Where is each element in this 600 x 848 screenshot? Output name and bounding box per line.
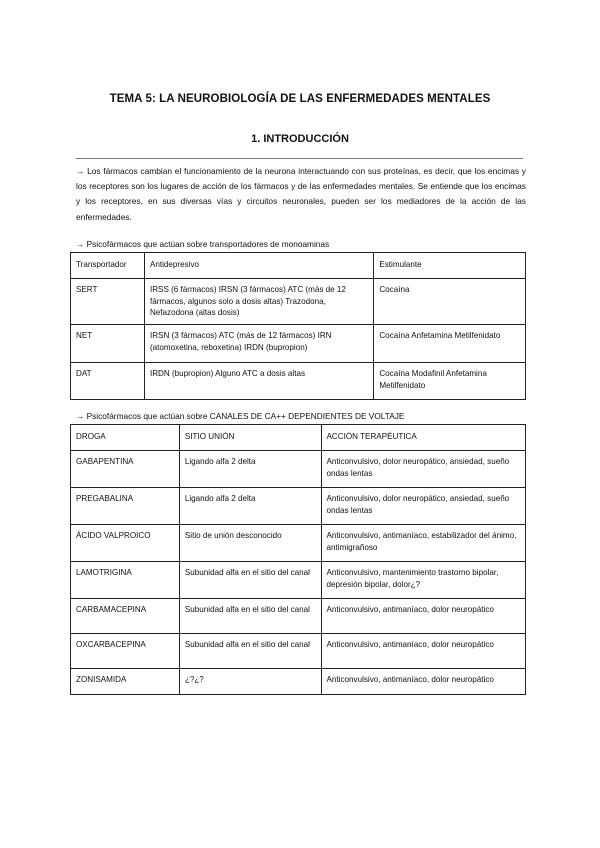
table-cell: CARBAMACEPINA [71,599,180,634]
intro-paragraph: → Los fármacos cambian el funcionamiento de la neurona interactuando con sus proteínas, es decir, que los encimas y los receptores son los lugares de acción de los fármacos y de las enfermedades mentales. Se entiende que los encimas y los receptores, en sus diversas vías y circuitos neuronales, pueden ser los mediadores de la acción de las enfermedades. [76,166,526,222]
table-cell: ¿?¿? [179,669,321,695]
header-cell: Estimulante [374,253,526,279]
header-cell: ACCIÓN TERAPÉUTICA [321,425,525,451]
table-cell: Anticonvulsivo, dolor neuropático, ansiedad, sueño ondas lentas [321,488,525,525]
table-row [71,562,526,599]
table-cell: Subunidad alfa en el sitio del canal [179,634,321,669]
table-cell: PREGABALINA [71,488,180,525]
table-cell: IRSN (3 fármacos) ATC (más de 12 fármacos) IRN (atomoxetina, reboxetina) IRDN (bupropion) [144,325,373,363]
table-cell: IRSS (6 fármacos) IRSN (3 fármacos) ATC (más de 12 fármacos, algunos solo a dosis altas) Trazodona, Nefazodona (altas dosis) [144,279,373,325]
table-header-row [71,425,526,451]
table-cell: GABAPENTINA [71,451,180,488]
table-cell: Anticonvulsivo, mantenimiento trastorno bipolar, depresión bipolar, dolor¿? [321,562,525,599]
table-cell: OXCARBACEPINA [71,634,180,669]
calcium-channels-table [70,424,526,695]
table-row [71,634,526,669]
header-cell: SITIO UNIÓN [179,425,321,451]
table-cell: Subunidad alfa en el sitio del canal [179,599,321,634]
monoamine-transporters-table [70,252,526,400]
table-cell: NET [71,325,145,363]
table-cell: Cocaína Modafinil Anfetamina Metilfenidato [374,363,526,400]
table1-caption: → Psicofármacos que actúan sobre transportadores de monoaminas [76,239,330,249]
header-cell: Transportador [71,253,145,279]
table-row [71,325,526,363]
table-cell: Ligando alfa 2 delta [179,488,321,525]
table-cell: IRDN (bupropion) Alguno ATC a dosis altas [144,363,373,400]
table-row [71,669,526,695]
table-header-row [71,253,526,279]
table-cell: Anticonvulsivo, dolor neuropático, ansiedad, sueño ondas lentas [321,451,525,488]
table-cell: DAT [71,363,145,400]
header-cell: Antidepresivo [144,253,373,279]
section-title: 1. INTRODUCCIÓN [251,133,349,145]
table-cell: Cocaína [374,279,526,325]
table-cell: Anticonvulsivo, antimaníaco, dolor neuropático [321,669,525,695]
table-cell: Anticonvulsivo, antimaníaco, estabilizador del ánimo, antimigrañoso [321,525,525,562]
table-row [71,451,526,488]
header-cell: DROGA [71,425,180,451]
table-cell: LAMOTRIGINA [71,562,180,599]
table-row [71,279,526,325]
table-cell: Ligando alfa 2 delta [179,451,321,488]
table-row [71,599,526,634]
table-row [71,488,526,525]
table-row [71,363,526,400]
page-title: TEMA 5: LA NEUROBIOLOGÍA DE LAS ENFERMEDADES MENTALES [109,93,491,105]
table2-caption: → Psicofármacos que actúan sobre CANALES DE CA++ DEPENDIENTES DE VOLTAJE [76,411,405,421]
table-cell: Cocaína Anfetamina Metilfenidato [374,325,526,363]
divider [76,158,523,159]
table-cell: ÁCIDO VALPROICO [71,525,180,562]
table-cell: Sitio de unión desconocido [179,525,321,562]
table-cell: ZONISAMIDA [71,669,180,695]
table-cell: Anticonvulsivo, antimaníaco, dolor neuropático [321,599,525,634]
table-cell: SERT [71,279,145,325]
table-cell: Anticonvulsivo, antimaníaco, dolor neuropático [321,634,525,669]
table-row [71,525,526,562]
table-cell: Subunidad alfa en el sitio del canal [179,562,321,599]
